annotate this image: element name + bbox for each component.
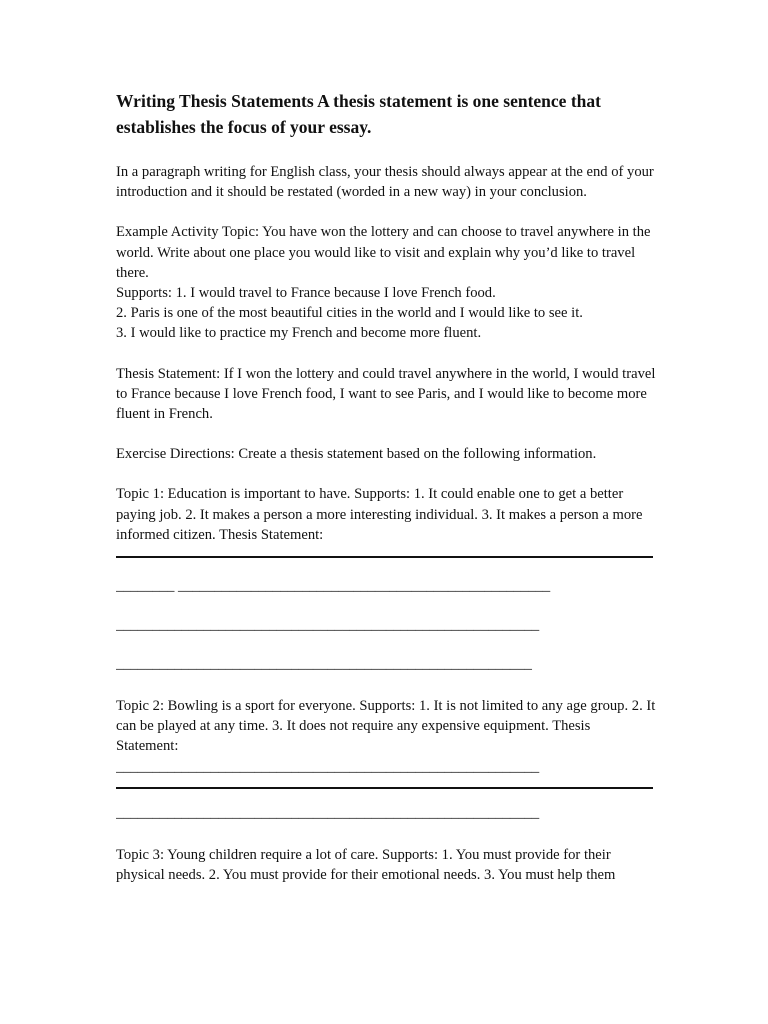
topic-1-blank-line-1: ________ ___________________________________________________ [116, 578, 551, 595]
topic-3: Topic 3: Young children require a lot of care. Supports: 1. You must provide for their physical needs. 2. You must provide for their emotional needs. 3. You must help them [116, 846, 616, 883]
topic-2: Topic 2: Bowling is a sport for everyone. Supports: 1. It is not limited to any age group. 2. It can be played at any time. 3. It does not require any expensive equipment. Thesis Statement: [116, 698, 656, 755]
example-support-3: 3. I would like to practice my French and become more fluent. [116, 325, 482, 342]
topic-2-blank-line-1: __________________________________________________________ [116, 758, 540, 775]
topic-1-blank-line-3: _________________________________________________________ [116, 656, 532, 673]
topic-1: Topic 1: Education is important to have. Supports: 1. It could enable one to get a better paying job. 2. It makes a person a more interesting individual. 3. It makes a person a more informed citizen. Thesis Statement: [116, 486, 643, 543]
exercise-directions: Exercise Directions: Create a thesis statement based on the following information. [116, 446, 597, 463]
intro-paragraph: In a paragraph writing for English class, your thesis should always appear at the end of your introduction and it should be restated (worded in a new way) in your conclusion. [116, 164, 654, 201]
document-title: Writing Thesis Statements A thesis statement is one sentence that establishes the focus of your essay. [116, 91, 601, 137]
document-page [116, 88, 656, 885]
topic-1-blank-line-2: __________________________________________________________ [116, 617, 540, 634]
topic-2-answer-rule [116, 787, 653, 789]
topic-2-blank-line-2: __________________________________________________________ [116, 804, 540, 821]
topic-1-answer-rule [116, 556, 653, 558]
example-topic: Example Activity Topic: You have won the lottery and can choose to travel anywhere in the world. Write about one place you would like to visit and explain why you’d like to travel there. [116, 224, 651, 281]
example-support-2: 2. Paris is one of the most beautiful cities in the world and I would like to see it. [116, 305, 583, 322]
example-support-1: Supports: 1. I would travel to France because I love French food. [116, 285, 496, 302]
example-thesis: Thesis Statement: If I won the lottery and could travel anywhere in the world, I would travel to France because I love French food, I want to see Paris, and I would like to become more fluent in French. [116, 365, 656, 423]
